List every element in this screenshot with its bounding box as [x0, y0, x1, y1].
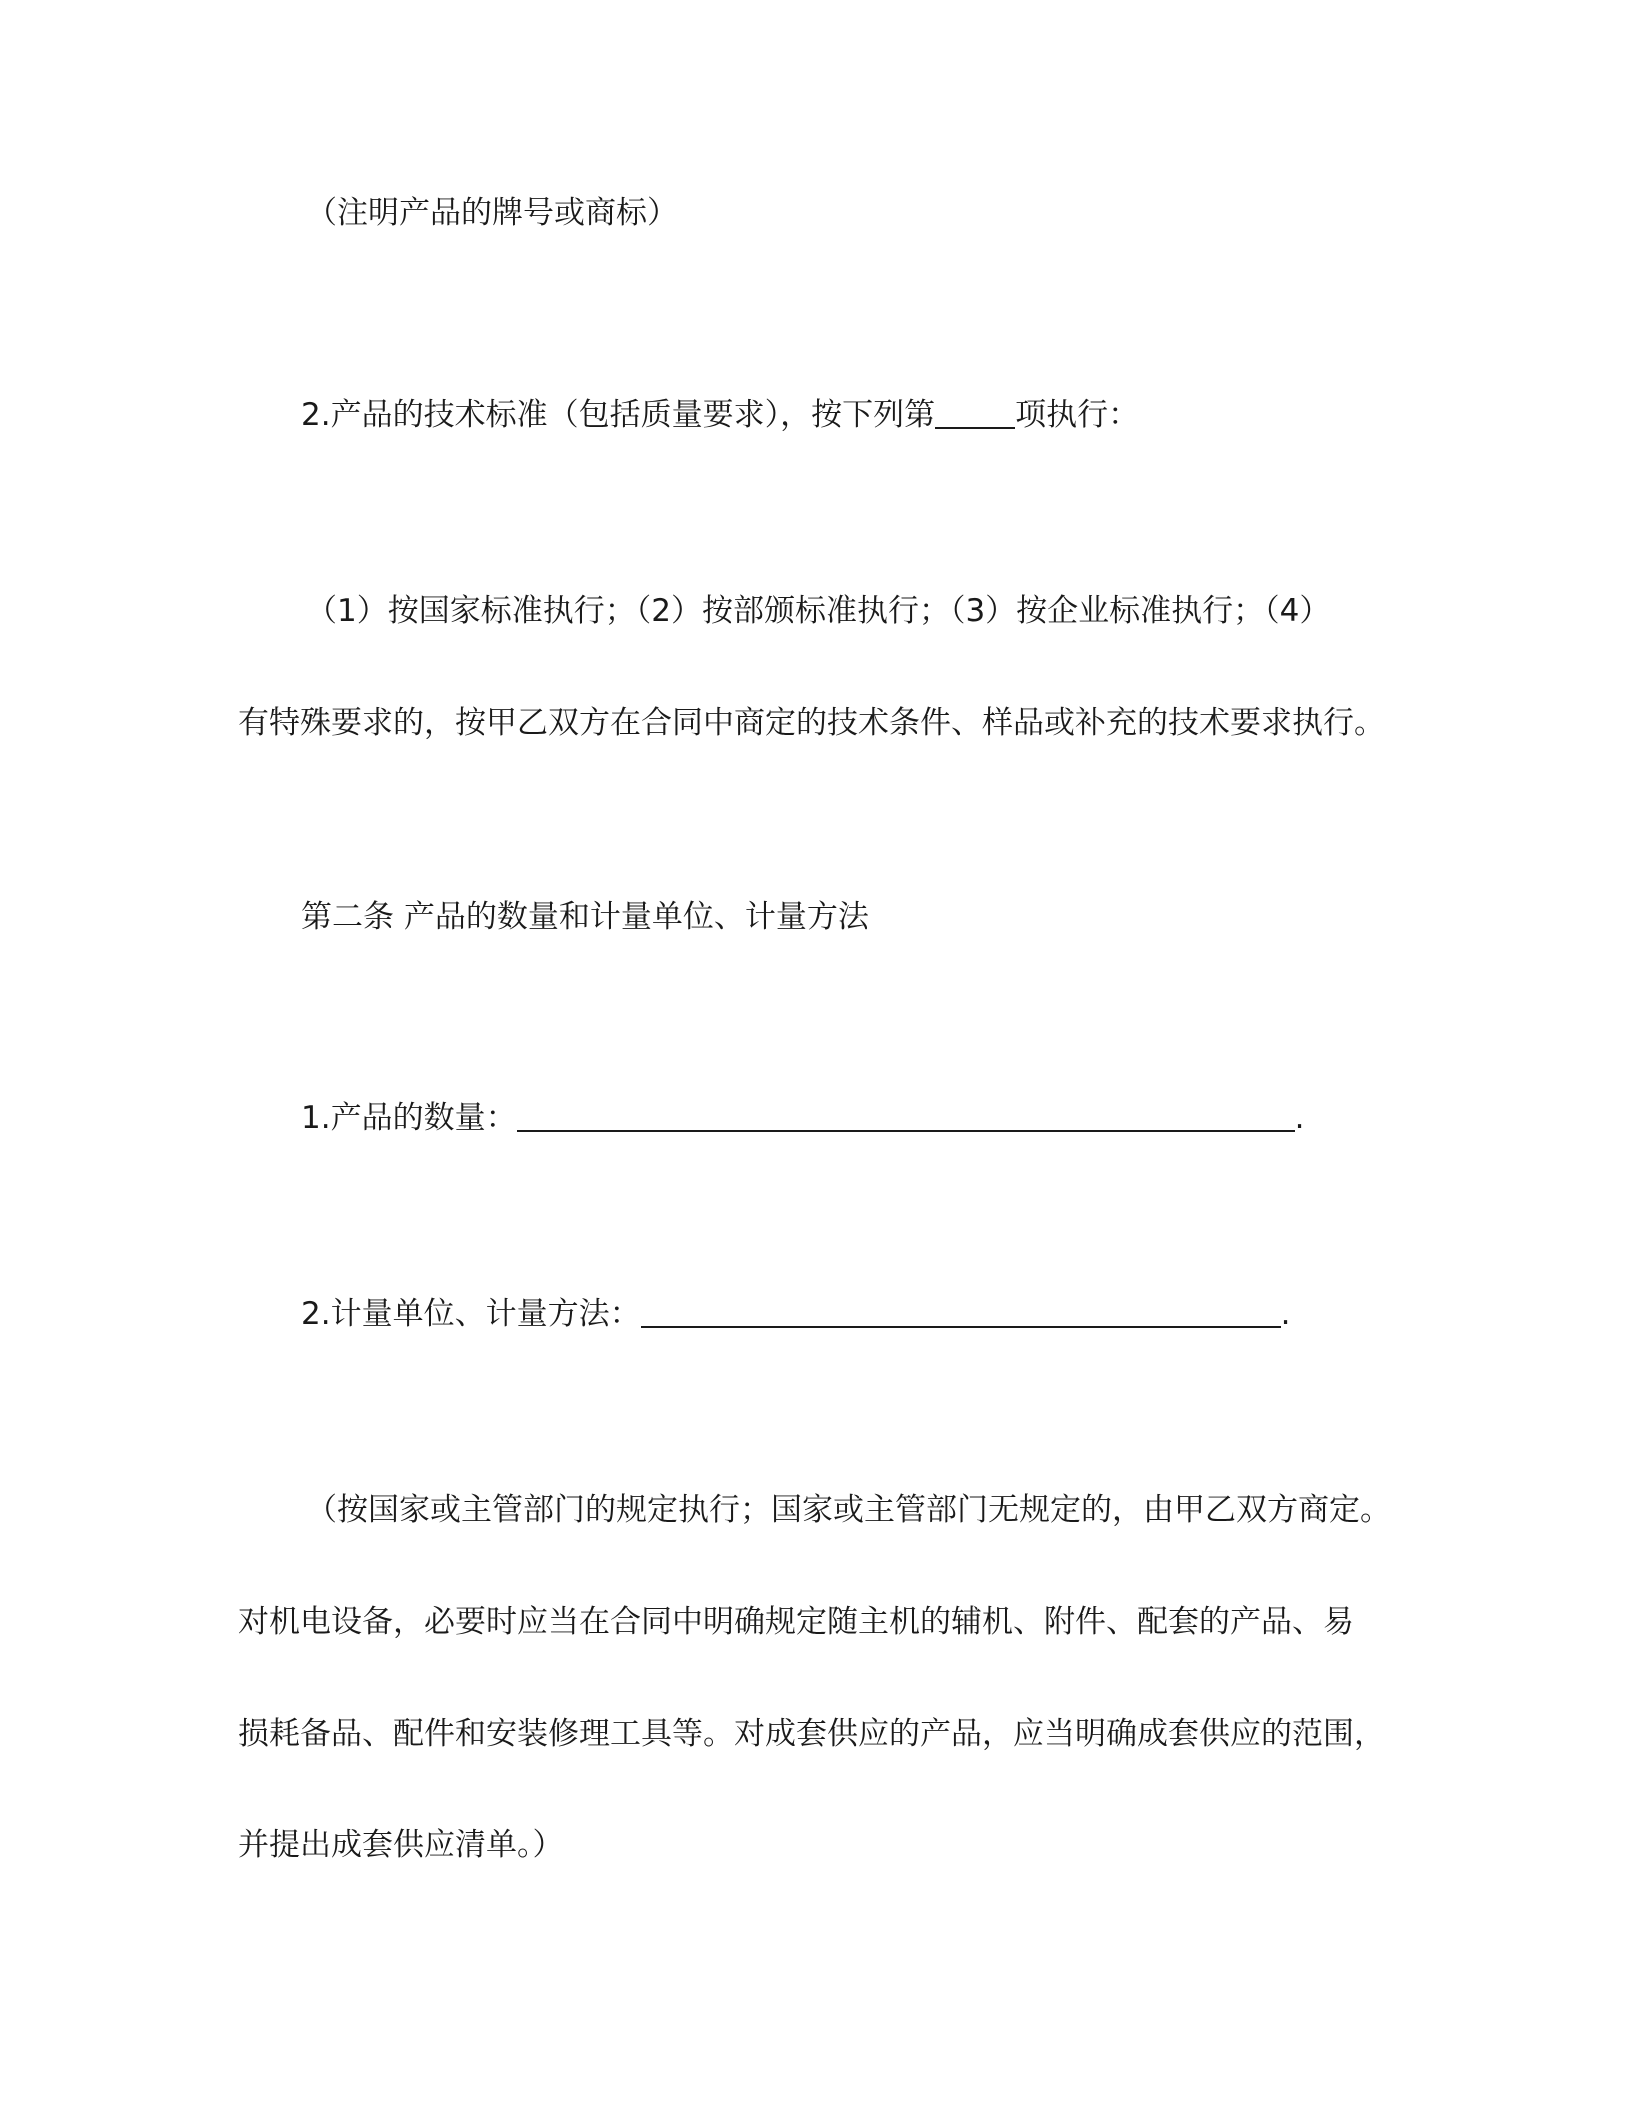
item2-suffix: 项执行：	[1015, 397, 1140, 433]
note-line-3: 损耗备品、配件和安装修理工具等。对成套供应的产品，应当明确成套供应的范围，	[238, 1716, 1385, 1752]
item2-technical-standard	[301, 395, 1139, 435]
note-line-2: 对机电设备，必要时应当在合同中明确规定随主机的辅机、附件、配套的产品、易	[238, 1604, 1354, 1640]
brand-note: （注明产品的牌号或商标）	[306, 195, 678, 231]
article2-heading: 第二条 产品的数量和计量单位、计量方法	[301, 899, 869, 935]
unit-blank[interactable]	[641, 1296, 1281, 1328]
options-line-2: 有特殊要求的，按甲乙双方在合同中商定的技术条件、样品或补充的技术要求执行。	[238, 705, 1385, 741]
unit-field-line	[301, 1294, 1290, 1334]
quantity-end: .	[1294, 1100, 1305, 1136]
quantity-blank[interactable]	[517, 1100, 1295, 1132]
unit-label: 2.计量单位、计量方法：	[301, 1296, 641, 1332]
options-line-1: （1）按国家标准执行；（2）按部颁标准执行；（3）按企业标准执行；（4）	[306, 593, 1331, 629]
item2-text: 2.产品的技术标准（包括质量要求），按下列第	[301, 397, 936, 433]
note-line-4: 并提出成套供应清单。）	[238, 1827, 564, 1863]
note-line-1: （按国家或主管部门的规定执行；国家或主管部门无规定的，由甲乙双方商定。	[306, 1492, 1391, 1528]
quantity-field-line	[301, 1098, 1304, 1138]
unit-end: .	[1280, 1296, 1291, 1332]
quantity-label: 1.产品的数量：	[301, 1100, 517, 1136]
item2-blank[interactable]	[935, 397, 1015, 429]
